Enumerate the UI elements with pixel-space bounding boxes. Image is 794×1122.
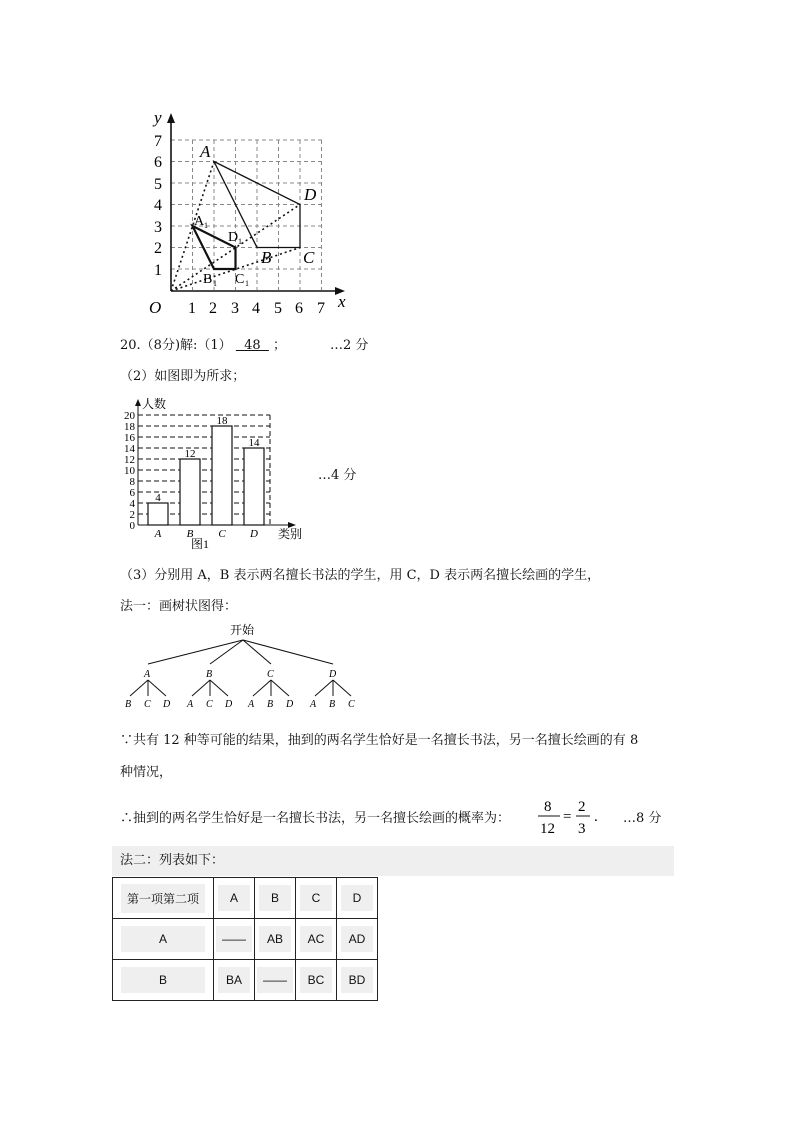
x-tick: 4 — [252, 300, 260, 317]
point-d1-label: D — [228, 230, 239, 245]
chart-caption: 图1 — [191, 537, 210, 551]
part-2-text: （2）如图即为所求； — [120, 369, 246, 384]
coordinate-figure — [140, 105, 370, 320]
tree-edges — [130, 640, 351, 696]
chart-y-axis-arrow — [135, 399, 141, 406]
chart-y-tick-label: 0 — [129, 520, 135, 532]
y-tick: 6 — [154, 154, 162, 171]
table-cell: BA — [214, 960, 255, 1001]
y-tick: 1 — [154, 262, 162, 279]
question-20-line — [120, 334, 286, 353]
chart-value-label: 12 — [184, 448, 196, 460]
table-cell: AB — [255, 919, 296, 960]
table-header-row — [113, 878, 378, 919]
table-row-header: B — [113, 960, 214, 1001]
table-header-cell: A — [214, 878, 255, 919]
table-header-cell: 第一项第二项 — [113, 878, 214, 919]
score-2: …2 分 — [330, 338, 369, 353]
point-a1-sub: 1 — [204, 221, 208, 230]
chart-value-label: 4 — [155, 492, 161, 504]
y-tick: 2 — [154, 240, 162, 257]
y-tick: 5 — [154, 176, 162, 193]
chart-x-tick-label: B — [186, 528, 194, 540]
chart-y-tick-label: 6 — [129, 487, 135, 499]
score-4: …4 分 — [318, 468, 357, 483]
fraction-1-denominator: 12 — [540, 821, 555, 837]
table-cell: —— — [255, 960, 296, 1001]
method-2-text: 法二：列表如下： — [120, 853, 225, 868]
chart-y-label: 人数 — [142, 397, 167, 411]
point-c1-label: C — [235, 272, 245, 287]
table-row — [113, 919, 378, 960]
x-tick: 2 — [209, 300, 217, 317]
x-axis-label: x — [338, 292, 346, 311]
chart-y-ticks — [124, 410, 136, 532]
table-cell: AC — [296, 919, 337, 960]
part-3-text: （3）分别用 A，B 表示两名擅长书法的学生，用 C，D 表示两名擅长绘画的学生， — [120, 568, 601, 583]
chart-y-tick-label: 18 — [124, 421, 135, 433]
table-cell: —— — [214, 919, 255, 960]
chart-bar — [180, 459, 200, 525]
chart-y-tick-label: 12 — [124, 454, 135, 466]
x-tick: 5 — [274, 300, 282, 317]
tree-leaf: A — [248, 699, 255, 710]
chart-y-tick-label: 8 — [129, 476, 135, 488]
probability-table — [112, 877, 378, 1001]
point-b-label: B — [261, 248, 272, 267]
point-a-label: A — [200, 142, 211, 161]
fraction-1-numerator: 8 — [544, 799, 552, 815]
reason-line-2: 种情况， — [120, 765, 173, 780]
conclusion-text: ∴抽到的两名学生恰好是一名擅长书法，另一名擅长绘画的概率为： — [120, 811, 511, 826]
table-row — [113, 960, 378, 1001]
tree-root: 开始 — [230, 623, 255, 637]
chart-x-tick-label: C — [218, 528, 226, 540]
chart-bars — [148, 426, 264, 525]
tree-leaf: A — [310, 699, 317, 710]
tree-leaf: C — [144, 699, 151, 710]
probability-fraction — [536, 794, 616, 840]
fraction-2-numerator: 2 — [578, 799, 586, 815]
table-cell: AD — [337, 919, 378, 960]
x-tick: 1 — [188, 300, 196, 317]
origin-label: O — [149, 298, 162, 317]
point-a1-label: A — [194, 214, 205, 229]
tree-leaf: D — [163, 699, 171, 710]
point-b1-sub: 1 — [213, 279, 217, 288]
point-c-label: C — [303, 248, 315, 267]
y-tick-labels — [154, 133, 162, 279]
tree-nodes — [125, 669, 355, 710]
y-tick: 7 — [154, 133, 162, 150]
chart-value-label: 14 — [248, 437, 260, 449]
y-tick: 3 — [154, 219, 162, 236]
tree-branch: B — [206, 669, 213, 680]
table-header-cell: C — [296, 878, 337, 919]
table-row-header: A — [113, 919, 214, 960]
tree-leaf: D — [225, 699, 233, 710]
chart-x-label: 类别 — [278, 527, 303, 541]
x-tick: 6 — [295, 300, 303, 317]
tree-leaf: B — [329, 699, 336, 710]
point-d1-sub: 1 — [238, 237, 242, 246]
x-tick-labels — [188, 300, 325, 317]
y-axis-arrow — [167, 113, 175, 123]
fraction-2-denominator: 3 — [578, 821, 586, 837]
point-c1-sub: 1 — [245, 279, 249, 288]
chart-bar — [148, 503, 168, 525]
reason-line-1: ∵共有 12 种等可能的结果，抽到的两名学生恰好是一名擅长书法，另一名擅长绘画的有 8 — [120, 733, 639, 748]
answer-separator: ； — [273, 338, 287, 353]
chart-y-tick-label: 16 — [124, 432, 135, 444]
tree-branch: A — [144, 669, 151, 680]
method-2-bar — [112, 846, 674, 876]
method-1-text: 法一：画树状图得： — [120, 599, 238, 614]
chart-y-tick-label: 10 — [124, 465, 135, 477]
chart-value-label: 18 — [216, 415, 228, 427]
image-point-labels — [194, 214, 249, 288]
tree-diagram — [118, 620, 368, 715]
score-8: …8 分 — [623, 811, 662, 826]
y-tick: 4 — [154, 197, 162, 214]
point-d-label: D — [304, 185, 317, 204]
tree-leaf: D — [286, 699, 294, 710]
question-20-lead: 20.（8分)解:（1） — [120, 338, 232, 353]
tree-branch: C — [267, 669, 274, 680]
answer-blank: 48 — [244, 338, 261, 353]
chart-bar — [244, 448, 264, 525]
fraction-end: . — [594, 809, 598, 825]
tree-leaf: C — [348, 699, 355, 710]
chart-y-tick-label: 20 — [124, 410, 135, 422]
tree-leaf: A — [187, 699, 194, 710]
chart-x-tick-label: A — [154, 528, 162, 540]
table-header-cell: D — [337, 878, 378, 919]
chart-bar — [212, 426, 232, 525]
chart-y-tick-label: 14 — [124, 443, 135, 455]
table-header-cell: B — [255, 878, 296, 919]
table-cell: BC — [296, 960, 337, 1001]
table-cell: BD — [337, 960, 378, 1001]
tree-leaf: B — [267, 699, 274, 710]
x-tick: 3 — [231, 300, 239, 317]
tree-leaf: C — [206, 699, 213, 710]
chart-x-tick-label: D — [250, 528, 258, 540]
y-axis-label: y — [154, 108, 162, 127]
tree-leaf: B — [125, 699, 132, 710]
equals-sign: = — [563, 809, 572, 825]
tree-branch: D — [329, 669, 337, 680]
x-tick: 7 — [317, 300, 325, 317]
chart-y-tick-label: 4 — [129, 498, 135, 510]
bar-chart — [118, 395, 308, 553]
chart-y-tick-label: 2 — [129, 509, 135, 521]
point-b1-label: B — [203, 272, 213, 287]
